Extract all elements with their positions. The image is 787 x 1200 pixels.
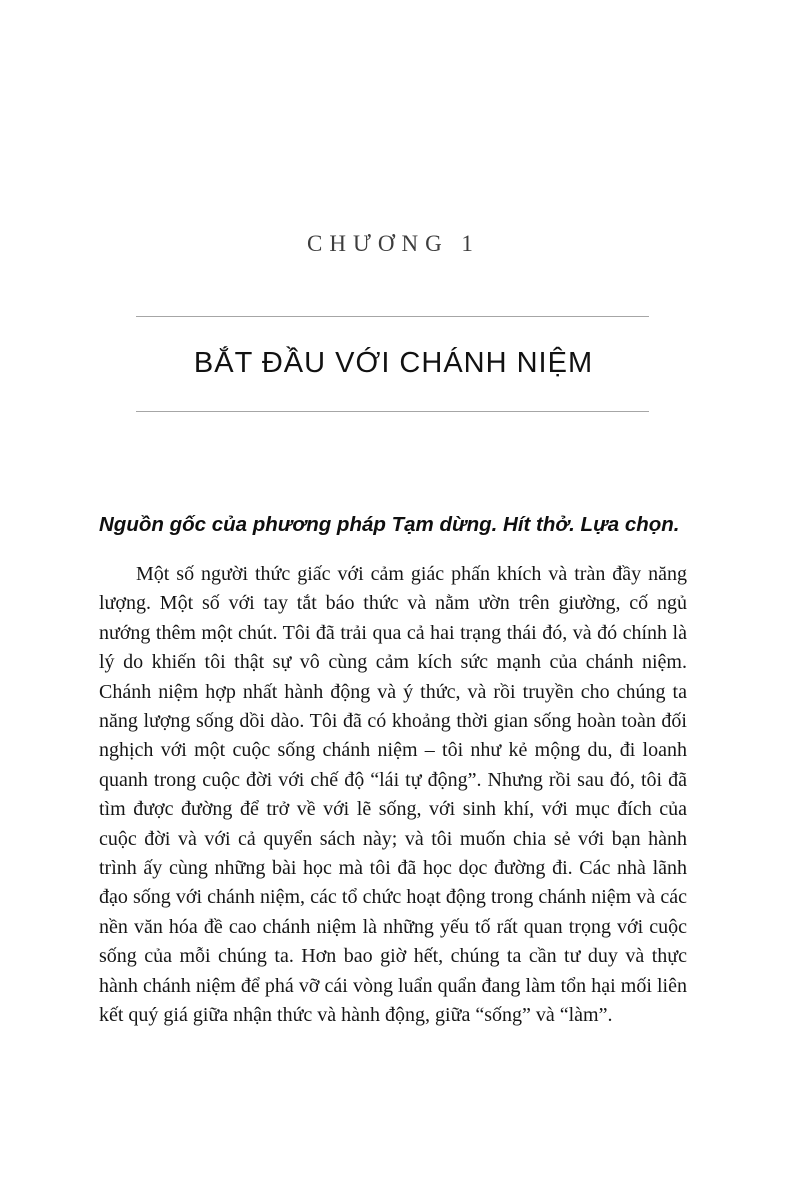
title-divider-top [136, 316, 649, 317]
body-paragraph: Một số người thức giấc với cảm giác phấn khích và tràn đầy năng lượng. Một số với tay tắt báo thức và nằm ườn trên giường, cố ngủ nướng thêm một chút. Tôi đã trải qua cả hai trạng thái đó, và đó chính là lý do khiến tôi thật sự vô cùng cảm kích sức mạnh của chánh niệm. Chánh niệm hợp nhất hành động và ý thức, và rồi truyền cho chúng ta năng lượng sống dồi dào. Tôi đã có khoảng thời gian sống hoàn toàn đối nghịch với một cuộc sống chánh niệm – tôi như kẻ mộng du, đi loanh quanh trong cuộc đời với chế độ “lái tự động”. Nhưng rồi sau đó, tôi đã tìm được đường để trở về với lẽ sống, với sinh khí, với mục đích của cuộc đời và với cả quyển sách này; và tôi muốn chia sẻ với bạn hành trình ấy cùng những bài học mà tôi đã học dọc đường đi. Các nhà lãnh đạo sống với chánh niệm, các tổ chức hoạt động trong chánh niệm và các nền văn hóa đề cao chánh niệm là những yếu tố rất quan trọng với cuộc sống của mỗi chúng ta. Hơn bao giờ hết, chúng ta cần tư duy và thực hành chánh niệm để phá vỡ cái vòng luẩn quẩn đang làm tổn hại mối liên kết quý giá giữa nhận thức và hành động, giữa “sống” và “làm”. [99, 563, 687, 1027]
title-divider-bottom [136, 411, 649, 412]
chapter-title: BẮT ĐẦU VỚI CHÁNH NIỆM [193, 347, 594, 379]
section-heading: Nguồn gốc của phương pháp Tạm dừng. Hít thở. Lựa chọn. [99, 513, 680, 536]
chapter-label: CHƯƠNG 1 [307, 231, 480, 256]
